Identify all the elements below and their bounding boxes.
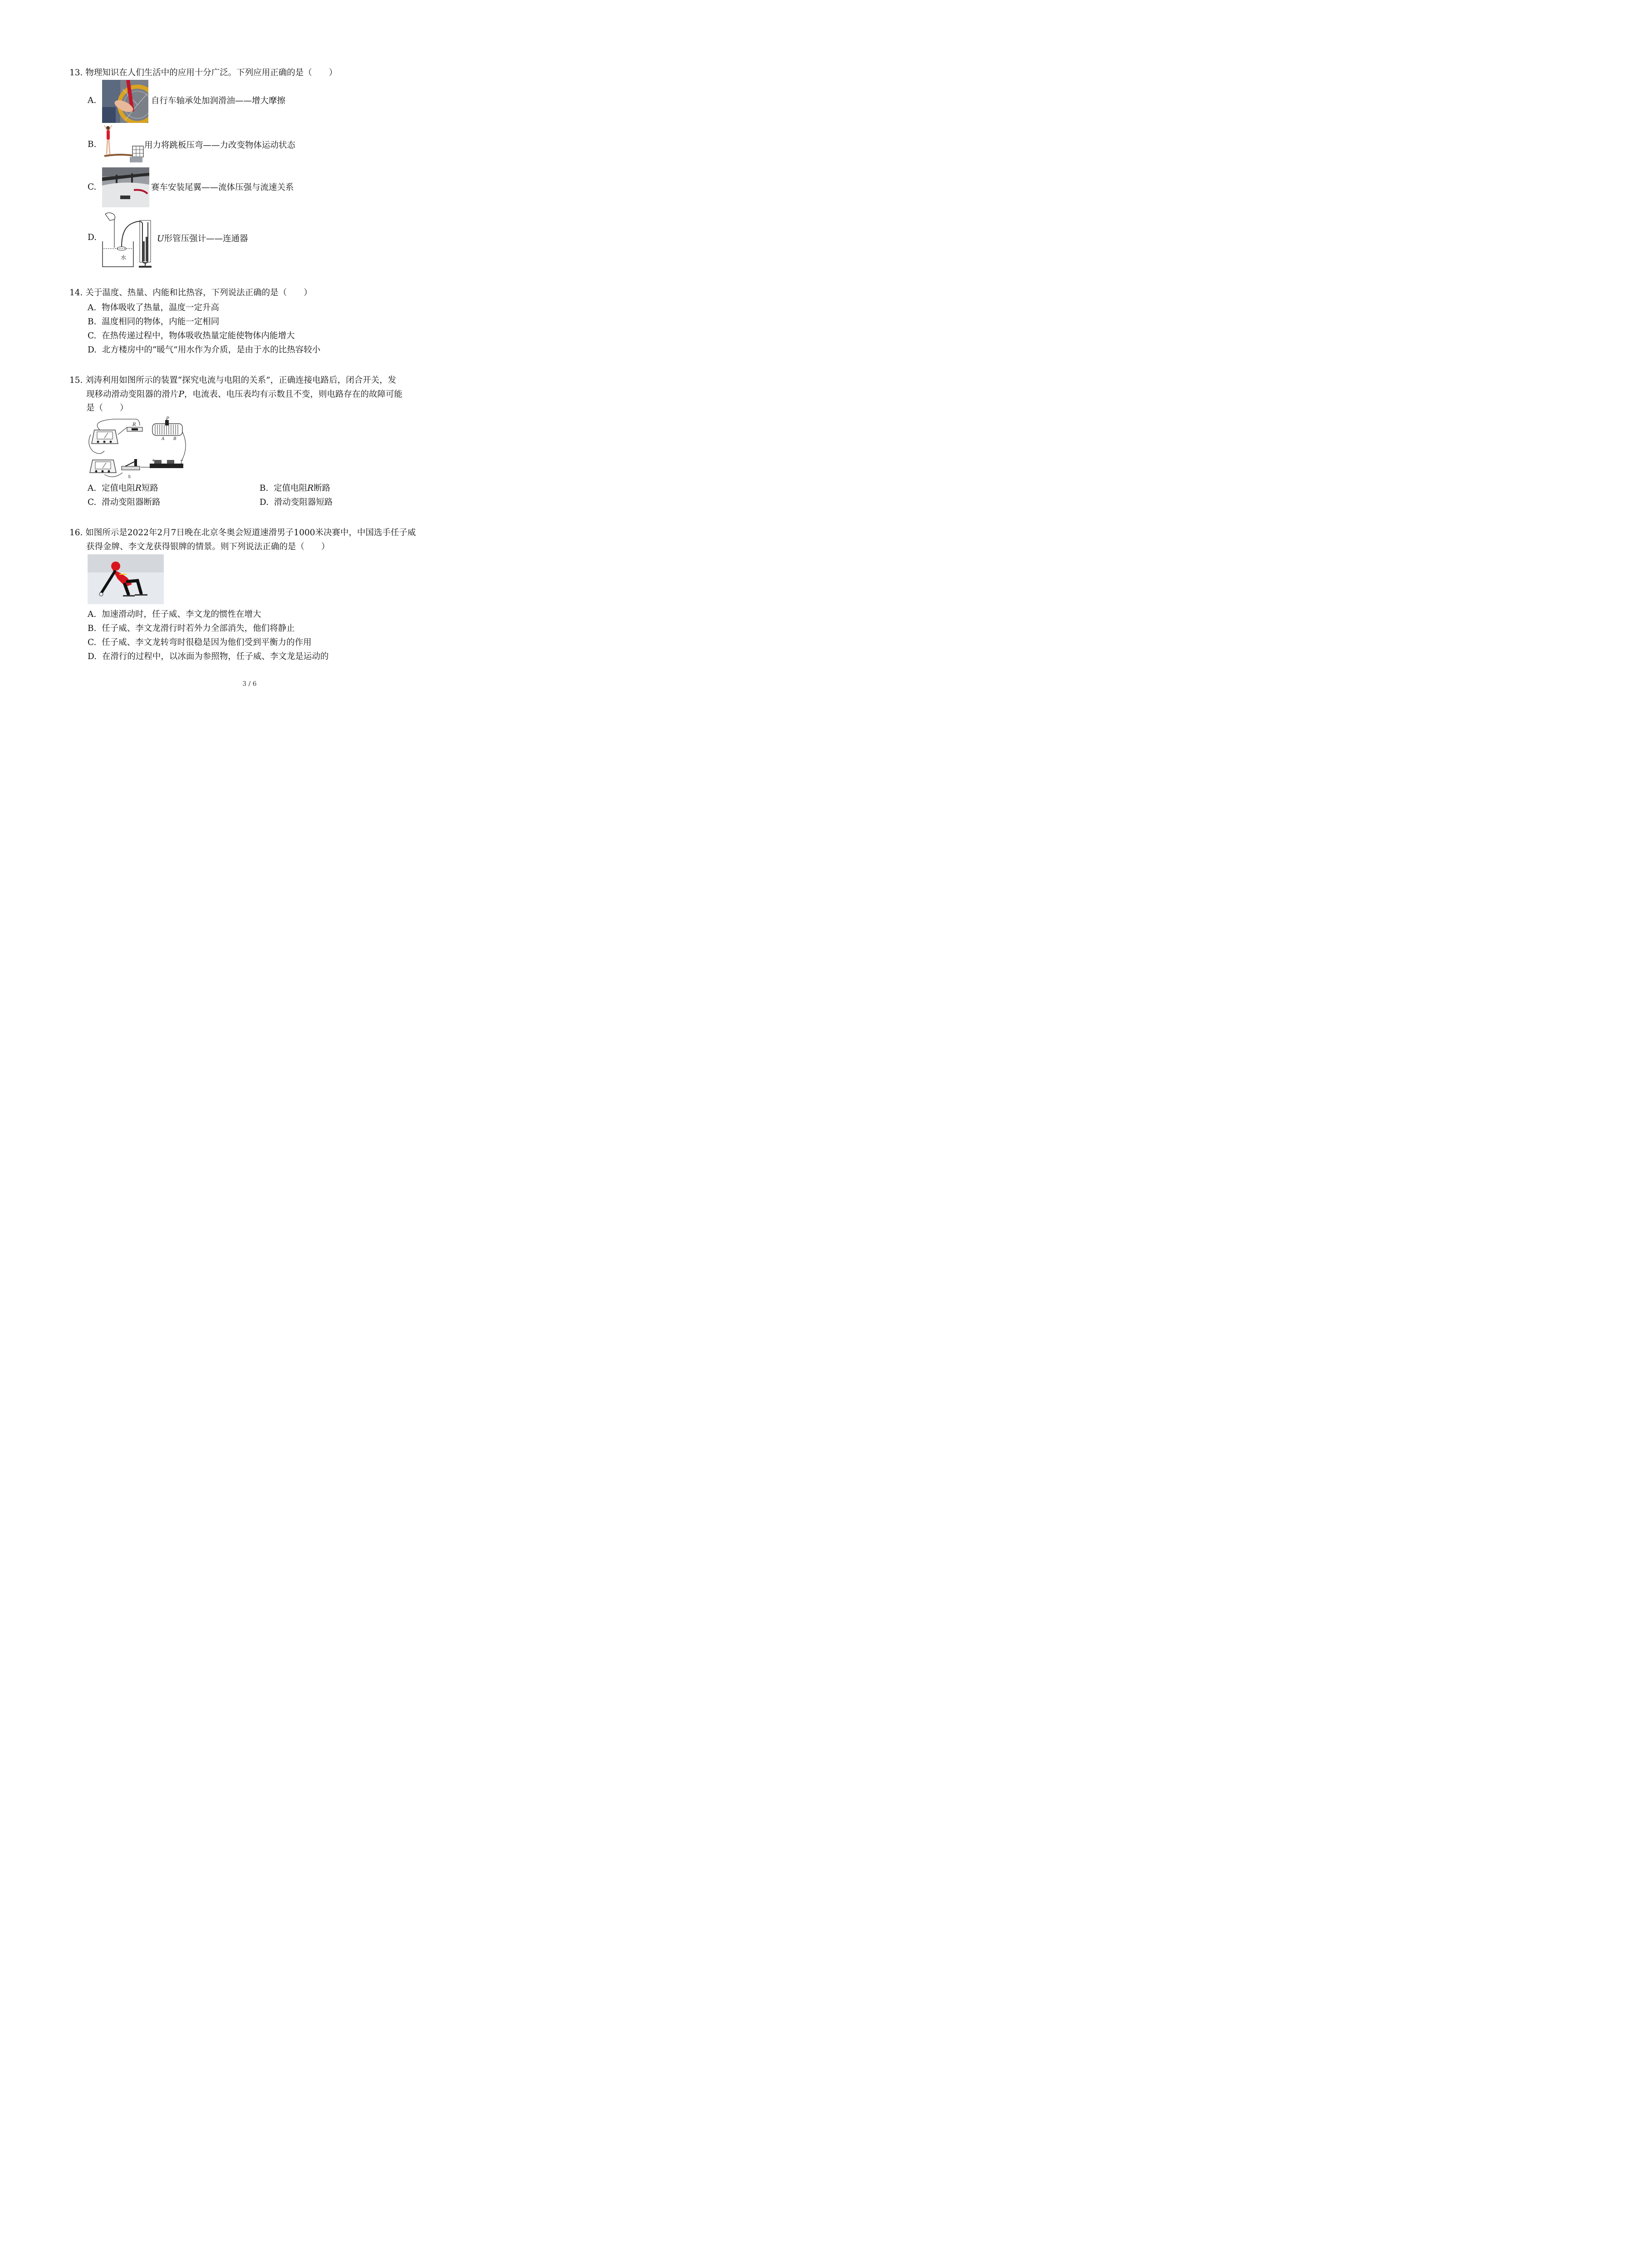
q16-option-d: D. 在滑行的过程中，以冰面为参照物，任子威、李文龙是运动的 bbox=[88, 652, 329, 661]
q13-option-d-letter: D. bbox=[88, 233, 97, 242]
q16-option-c: C. 任子威、李文龙转弯时很稳是因为他们受到平衡力的作用 bbox=[88, 638, 312, 647]
q14-option-d: D. 北方楼房中的“暖气”用水作为介质，是由于水的比热容较小 bbox=[88, 345, 321, 355]
label-r: R bbox=[132, 422, 136, 427]
q15-option-b: B. 定值电阻R断路 bbox=[260, 484, 331, 493]
label-a: A bbox=[162, 437, 165, 441]
q15-option-c: C. 滑动变阻器断路 bbox=[88, 498, 161, 507]
q14-option-c: C. 在热传递过程中，物体吸收热量定能使物体内能增大 bbox=[88, 331, 295, 341]
q14-option-b: B. 温度相同的物体，内能一定相同 bbox=[88, 317, 220, 327]
q15-stem-line1: 15. 刘涛利用如图所示的装置“探究电流与电阻的关系”，正确连接电路后，闭合开关，发 bbox=[69, 376, 397, 385]
q13-option-c-letter: C. bbox=[88, 182, 97, 192]
q13-option-a-text: 自行车轴承处加润滑油——增大摩擦 bbox=[151, 96, 286, 106]
q13-option-d-text bbox=[157, 232, 248, 244]
label-p: P bbox=[166, 416, 169, 421]
speed-skater-photo bbox=[88, 554, 164, 604]
q15-stem-line2: 现移动滑动变阻器的滑片P，电流表、电压表均有示数且不变，则电路存在的故障可能 bbox=[86, 390, 402, 399]
u-tube-manometer-diagram bbox=[101, 210, 157, 269]
page-number: 3 / 6 bbox=[242, 680, 257, 688]
q16-option-a: A. 加速滑动时，任子威、李文龙的惯性在增大 bbox=[88, 610, 261, 619]
q15-option-a: A. 定值电阻R短路 bbox=[88, 484, 158, 493]
label-b: B bbox=[173, 437, 176, 441]
u-variable: U bbox=[157, 234, 164, 244]
label-minus: − bbox=[180, 458, 184, 463]
q13-option-a-letter: A. bbox=[88, 96, 97, 105]
q16-stem-line1: 16. 如图所示是2022年2月7日晚在北京冬奥会短道速滑男子1000米决赛中，中国选手任子威 bbox=[69, 528, 416, 538]
q15-stem-line3: 是（ ） bbox=[86, 403, 128, 413]
q13-option-d-label: 形管压强计——连通器 bbox=[164, 234, 248, 244]
q14-stem: 14. 关于温度、热量、内能和比热容，下列说法正确的是（ ） bbox=[69, 288, 312, 298]
bicycle-wheel-photo bbox=[102, 80, 148, 123]
q14-option-a: A. 物体吸收了热量，温度一定升高 bbox=[88, 303, 220, 313]
race-car-wing-photo bbox=[102, 167, 149, 207]
q13-option-b-text: 用力将跳板压弯——力改变物体运动状态 bbox=[144, 141, 296, 150]
label-plus: + bbox=[152, 458, 156, 463]
q16-stem-line2: 获得金牌、李文龙获得银牌的情景。则下列说法正确的是（ ） bbox=[86, 542, 330, 552]
q16-option-b: B. 任子威、李文龙滑行时若外力全部消失，他们将静止 bbox=[88, 624, 295, 633]
label-s: S bbox=[128, 475, 131, 479]
q13-option-c-text: 赛车安装尾翼——流体压强与流速关系 bbox=[151, 183, 294, 192]
circuit-diagram bbox=[86, 416, 191, 481]
water-label: 水 bbox=[121, 254, 127, 261]
q15-option-d: D. 滑动变阻器短路 bbox=[260, 498, 333, 507]
q13-option-b-letter: B. bbox=[88, 140, 97, 149]
q13-stem: 13. 物理知识在人们生活中的应用十分广泛。下列应用正确的是（ ） bbox=[69, 68, 338, 78]
diving-board-photo bbox=[100, 124, 145, 163]
